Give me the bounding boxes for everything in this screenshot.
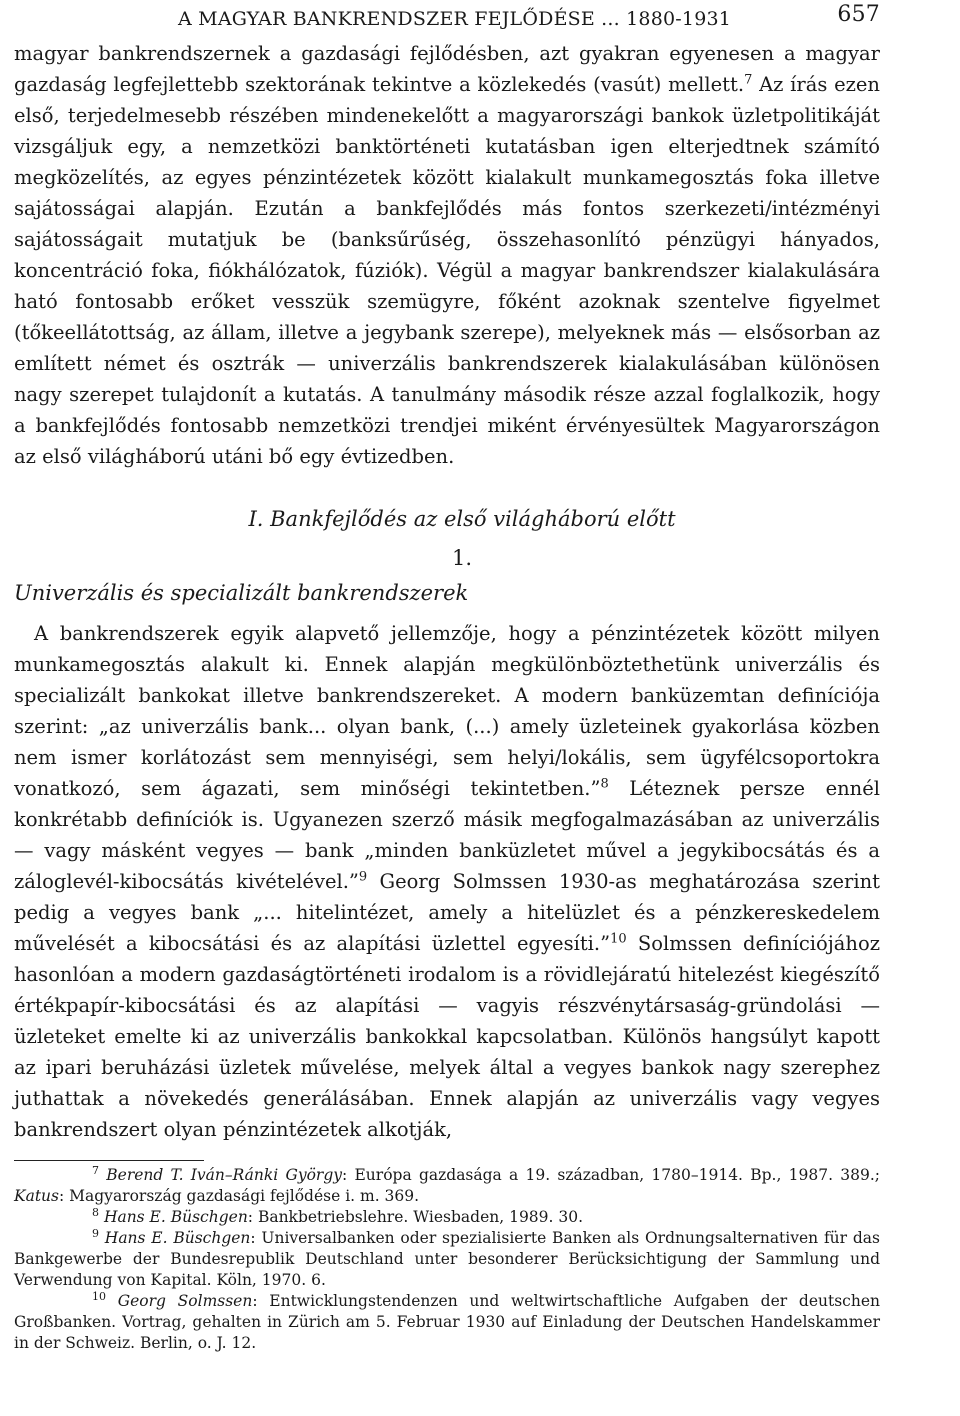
footnote-10: [14, 1291, 880, 1354]
running-head-title: A MAGYAR BANKRENDSZER FEJLŐDÉSE ... 1880-1931: [178, 8, 732, 30]
footnote-ref-7[interactable]: 7: [744, 72, 753, 88]
footnote-rule: [14, 1160, 204, 1161]
paragraph-intro-text-b: Az írás ezen első, terjedelmesebb részében mindenekelőtt a magyarországi bankok üzletpolitikáját vizsgáljuk egy, a nemzetközi banktörténeti kutatásban igen elterjedtnek számító megközelítés, az egyes pénzintézetek között kialakult munkamegosztás foka illetve sajátosságai alapján. Ezután a bankfejlődés más fontos szerkezeti/intézményi sajátosságait mutatjuk be (banksűrűség, összehasonlító pénzügyi hányados, koncentráció foka, fiókhálózatok, fúziók). Végül a magyar bankrendszer kialakulására ható fontosabb erőket vesszük szemügyre, főként azoknak szentelve figyelmet (tőkeellátottság, az állam, illetve a jegybank szerepe), melyeknek más — elsősorban az említett német és osztrák — univerzális bankrendszerek kialakulásában különösen nagy szerepet tulajdonít a kutatás. A tanulmány második része azzal foglalkozik, hogy a bankfejlődés fontosabb nemzetközi trendjei miként érvényesültek Magyarországon az első világháború utáni bő egy évtizedben.: [14, 73, 880, 468]
footnote-text: : Európa gazdasága a 19. században, 1780–1914. Bp., 1987. 389.;: [342, 1166, 880, 1184]
footnote-number: 8: [92, 1205, 99, 1219]
section-title: I. Bankfejlődés az első világháború előtt: [248, 507, 676, 531]
footnote-9: [14, 1228, 880, 1291]
page: [14, 0, 880, 1145]
footnote-author: Katus: [14, 1187, 59, 1205]
footnote-author: Berend T. Iván–Ránki György: [106, 1166, 343, 1184]
paragraph-intro-text-a: magyar bankrendszernek a gazdasági fejlődésben, azt gyakran egyenesen a magyar gazdaság legfejlettebb szektorának tekintve a közlekedés (vasút) mellett.: [14, 42, 880, 96]
footnote-8: [14, 1207, 880, 1228]
section-number: 1.: [451, 546, 473, 570]
subsection-title: Univerzális és specializált bankrendszerek: [14, 581, 469, 605]
footnote-author: Georg Solmssen: [117, 1292, 253, 1310]
footnote-ref-10[interactable]: 10: [610, 931, 627, 947]
paragraph-intro: [14, 38, 880, 472]
footnote-number: 9: [92, 1226, 99, 1240]
footnote-number: 7: [92, 1163, 99, 1177]
paragraph-text-a: A bankrendszerek egyik alapvető jellemzője, hogy a pénzintézetek között milyen munkamegosztás alakult ki. Ennek alapján megkülönböztethetünk univerzális és specializált bankokat illetve bankrendszereket. A modern banküzemtan definíciója szerint: „az univerzális bank... olyan bank, (...) amely üzleteinek gyakorlása közben nem ismer korlátozást sem mennyiségi, sem helyi/lokális, sem ügyfélcsoportokra vonatkozó, sem ágazati, sem minőségi tekintetben.”: [14, 622, 880, 800]
footnote-number: 10: [92, 1289, 106, 1303]
footnotes: [14, 1160, 880, 1354]
footnote-ref-9[interactable]: 9: [358, 869, 368, 885]
footnote-author: Hans E. Büschgen: [104, 1229, 251, 1247]
footnote-text: : Magyarország gazdasági fejlődése i. m. 369.: [59, 1187, 420, 1205]
paragraph-text-d: Solmssen definíciójához hasonlóan a modern gazdaságtörténeti irodalom is a rövidlejáratú hitelezést kiegészítő értékpapír-kibocsátási és az alapítási — vagyis részvénytársaság-gründolási — üzleteket emelte ki az univerzális bankokkal kapcsolatban. Különös hangsúlyt kapott az ipari beruházási üzletek művelése, melyek által a vegyes bankok nagy szerephez juthattak a növekedés generálásában. Ennek alapján az univerzális vagy vegyes bankrendszert olyan pénzintézetek alkotják,: [14, 932, 881, 1141]
footnote-7: [14, 1165, 880, 1207]
footnote-text: : Entwicklungstendenzen und weltwirtschaftliche Aufgaben der deutschen Großbanken. Vortrag, gehalten in Zürich am 5. Februar 1930 auf Einladung der Deutschen Handelskammer in der Schweiz. Berlin, o. J. 12.: [14, 1292, 880, 1352]
paragraph-text-b: Léteznek persze ennél konkrétabb definíciók is. Ugyanezen szerző másik megfogalmazásában az univerzális — vagy másként vegyes — bank „minden banküzletet művel a jegykibocsátás és a záloglevél-kibocsátás kivételével.”: [14, 777, 880, 893]
footnote-ref-8[interactable]: 8: [600, 776, 609, 792]
page-number: 657: [837, 2, 880, 27]
footnote-author: Hans E. Büschgen: [103, 1208, 248, 1226]
paragraph-banking-systems: [14, 618, 880, 1145]
footnote-text: : Bankbetriebslehre. Wiesbaden, 1989. 30.: [247, 1208, 584, 1226]
footnote-text: : Universalbanken oder spezialisierte Banken als Ordnungsalternativen für das Bankgewerbe der Bundesrepublik Deutschland unter besonderer Berücksichtigung der Sammlung und Verwendung von Kapital. Köln, 1970. 6.: [14, 1229, 880, 1289]
paragraph-text-c: Georg Solmssen 1930-as meghatározása szerint pedig a vegyes bank „... hitelintézet, amely a hitelüzlet és a pénzkereskedelem művelését a kibocsátási és az alapítási üzlettel egyesíti.”: [14, 870, 880, 955]
running-head: [14, 2, 880, 38]
